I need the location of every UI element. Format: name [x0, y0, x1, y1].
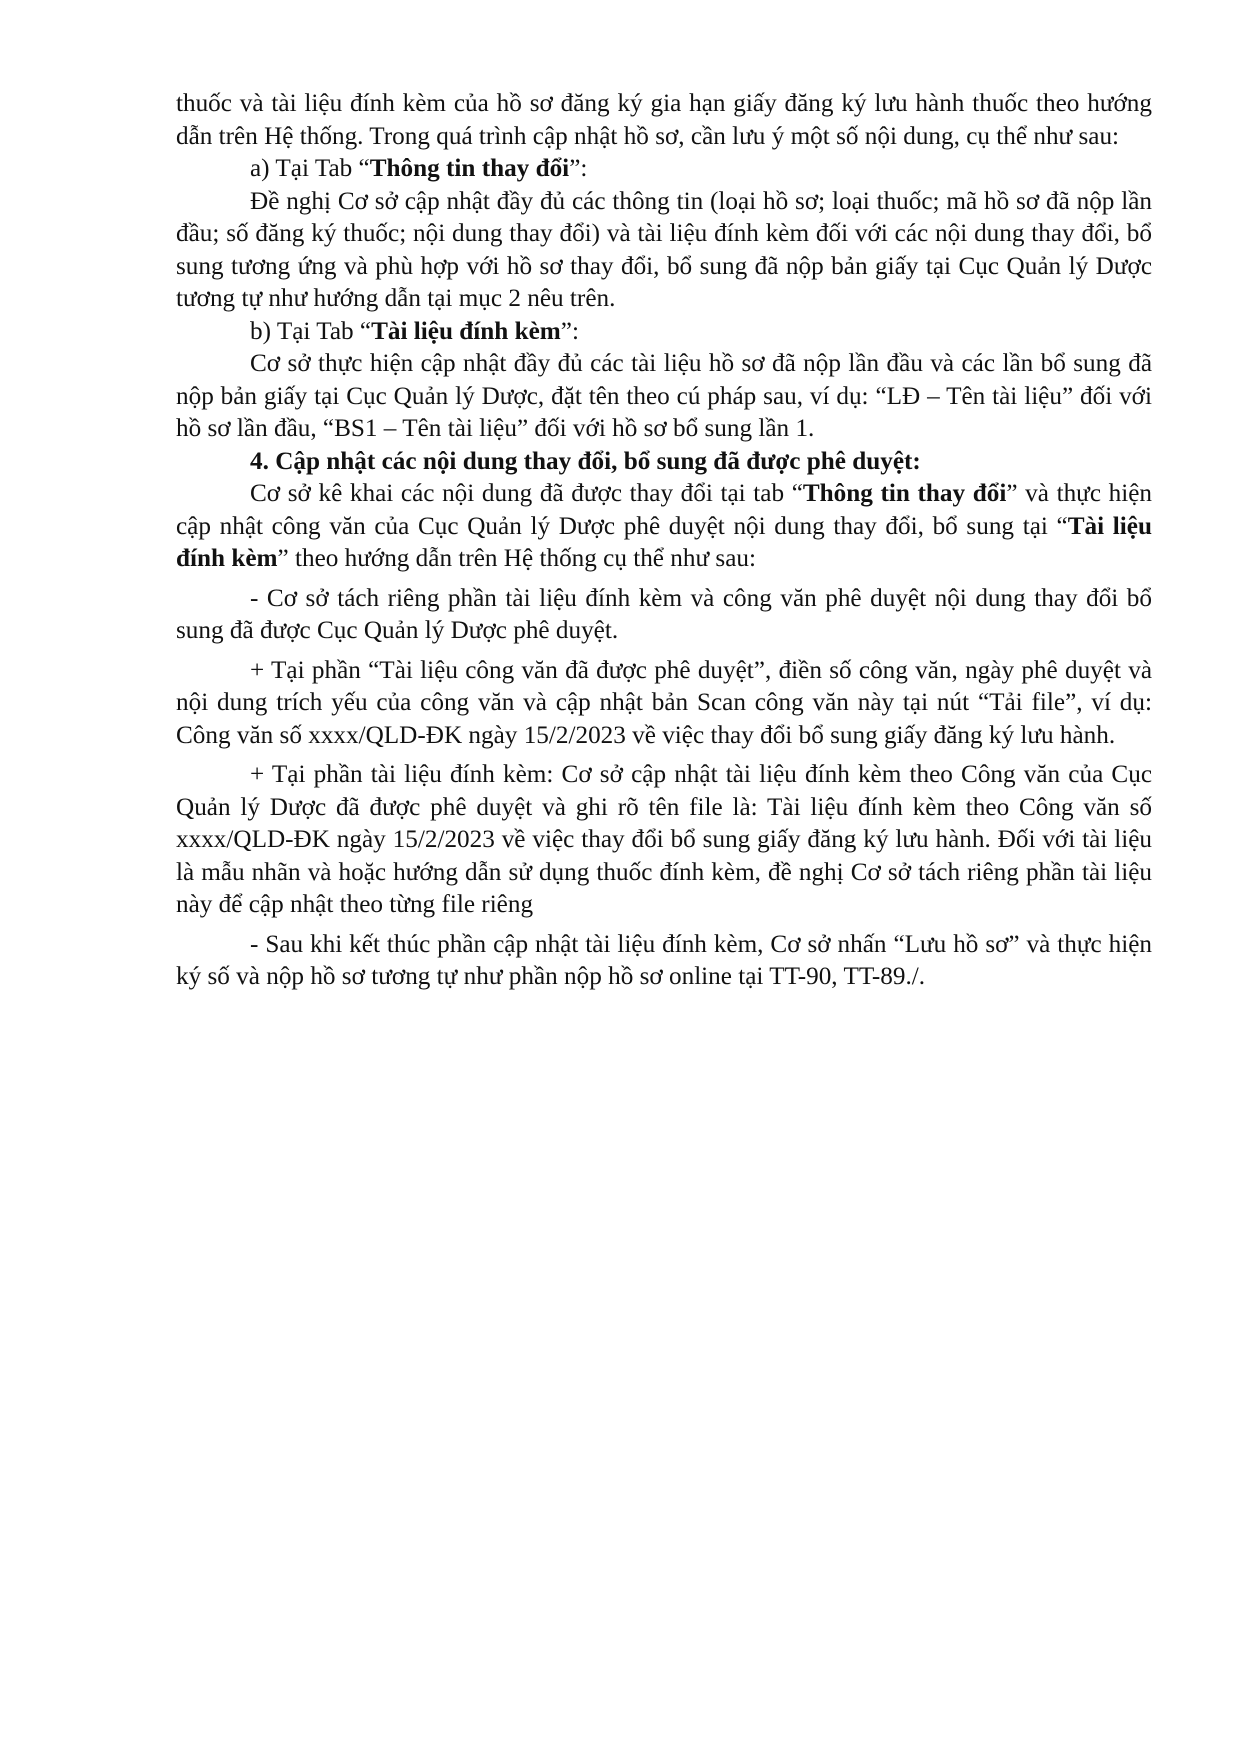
- subheading-a-prefix: a) Tại Tab “: [250, 155, 370, 182]
- section-heading-4: [176, 446, 1152, 479]
- p6-part-e: ” theo hướng dẫn trên Hệ thống cụ thể như sau:: [277, 545, 756, 572]
- paragraph-section-4-intro: [176, 478, 1152, 576]
- subheading-a-suffix: ”:: [569, 155, 588, 182]
- subheading-a: [176, 153, 1152, 186]
- plus-attachments: + Tại phần tài liệu đính kèm: Cơ sở cập nhật tài liệu đính kèm theo Công văn của Cục Quản lý Dược đã được phê duyệt và ghi rõ tên file là: Tài liệu đính kèm theo Công văn số xxxx/QLD-ĐK ngày 15/2/2023 về việc thay đổi bổ sung giấy đăng ký lưu hành. Đối với tài liệu là mẫu nhãn và hoặc hướng dẫn sử dụng thuốc đính kèm, đề nghị Cơ sở tách riêng phần tài liệu này để cập nhật theo từng file riêng: [176, 761, 1152, 918]
- subheading-b-prefix: b) Tại Tab “: [250, 317, 372, 345]
- section-heading-4-text: 4. Cập nhật các nội dung thay đổi, bổ sung đã được phê duyệt:: [250, 447, 921, 475]
- document-body: [176, 88, 1152, 994]
- subheading-b: [176, 316, 1152, 349]
- p6-tab-attachments: Tài liệu đính kèm: [176, 512, 1152, 572]
- bullet-save-submit: - Sau khi kết thúc phần cập nhật tài liệu đính kèm, Cơ sở nhấn “Lưu hồ sơ” và thực hiện ký số và nộp hồ sơ tương tự như phần nộp hồ sơ online tại TT-90, TT-89./.: [176, 930, 1152, 990]
- plus-approved-dispatch: + Tại phần “Tài liệu công văn đã được phê duyệt”, điền số công văn, ngày phê duyệt và nội dung trích yếu của công văn và cập nhật bản Scan công văn này tại nút “Tải file”, ví dụ: Công văn số xxxx/QLD-ĐK ngày 15/2/2023 về việc thay đổi bổ sung giấy đăng ký lưu hành.: [176, 656, 1152, 749]
- bullet-separate-attachments: - Cơ sở tách riêng phần tài liệu đính kèm và công văn phê duyệt nội dung thay đổi bổ sung đã được Cục Quản lý Dược phê duyệt.: [176, 584, 1152, 644]
- subheading-b-tab-name: Tài liệu đính kèm: [371, 317, 561, 345]
- paragraph-a-body: Đề nghị Cơ sở cập nhật đầy đủ các thông tin (loại hồ sơ; loại thuốc; mã hồ sơ đã nộp lần đầu; số đăng ký thuốc; nội dung thay đổi) và tài liệu đính kèm đối với các nội dung thay đổi, bổ sung tương ứng và phù hợp với hồ sơ thay đổi, bổ sung đã nộp bản giấy tại Cục Quản lý Dược tương tự như hướng dẫn tại mục 2 nêu trên.: [176, 187, 1152, 312]
- p6-part-a: Cơ sở kê khai các nội dung đã được thay đổi tại tab “: [250, 480, 803, 507]
- p6-tab-info: Thông tin thay đổi: [802, 480, 1007, 507]
- subheading-a-tab-name: Thông tin thay đổi: [369, 155, 570, 182]
- p6-part-c: ” và thực hiện cập nhật công văn của Cục Quản lý Dược phê duyệt nội dung thay đổi, bổ sung tại “: [176, 480, 1152, 540]
- paragraph-b-body: Cơ sở thực hiện cập nhật đầy đủ các tài liệu hồ sơ đã nộp lần đầu và các lần bổ sung đã nộp bản giấy tại Cục Quản lý Dược, đặt tên theo cú pháp sau, ví dụ: “LĐ – Tên tài liệu” đối với hồ sơ lần đầu, “BS1 – Tên tài liệu” đối với hồ sơ bổ sung lần 1.: [176, 350, 1152, 442]
- paragraph-intro: thuốc và tài liệu đính kèm của hồ sơ đăng ký gia hạn giấy đăng ký lưu hành thuốc theo hướng dẫn trên Hệ thống. Trong quá trình cập nhật hồ sơ, cần lưu ý một số nội dung, cụ thể như sau:: [176, 90, 1152, 150]
- subheading-b-suffix: ”:: [560, 317, 579, 345]
